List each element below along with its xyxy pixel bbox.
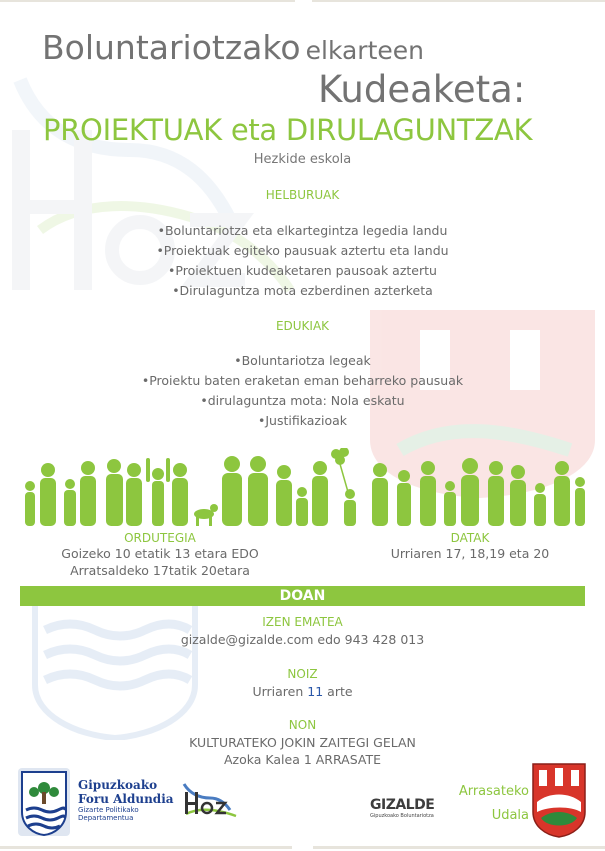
gipuzkoa-name-2: Foru Aldundia [78,792,174,806]
arrasate-logo-text [455,780,529,828]
schedule-heading: ORDUTEGIA [124,531,196,545]
objective-item: •Dirulaguntza mota ezberdinen azterketa [172,283,433,298]
dates-heading: DATAK [450,531,490,545]
when-day: 11 [307,684,324,699]
contents-heading: EDUKIAK [275,319,330,333]
where-address: Azoka Kalea 1 ARRASATE [223,752,382,767]
arrasate-name-1: Arrasateko [458,784,529,799]
registration-contact: gizalde@gizalde.com edo 943 428 013 [180,632,425,647]
when-prefix: Urriaren [252,684,304,699]
objective-item: •Boluntariotza eta elkartegintza legedia landu [157,223,448,238]
when-suffix: arte [327,684,353,699]
dates-line: Urriaren 17, 18,19 eta 20 [390,546,550,561]
dates-block [384,531,556,561]
gipuzkoa-dept-2: Departamentua [78,814,134,822]
content-item: •Proiektu baten eraketan eman beharreko pausuak [141,373,464,388]
top-rule-right [312,0,605,2]
bottom-rule-left [0,846,292,849]
where-heading: NON [288,718,317,732]
objectives-heading: HELBURUAK [265,188,340,202]
schedule-block [50,531,270,578]
free-banner: DOAN [20,586,585,606]
registration-heading: IZEN EMATEA [262,615,343,629]
when-heading: NOIZ [287,667,318,681]
gipuzkoa-logo-text [78,778,174,822]
content-item: •Justifikazioak [257,413,347,428]
school-name: Hezkide eskola [253,152,352,167]
schedule-morning: Goizeko 10 etatik 13 etara EDO [61,546,259,561]
when-line [0,684,605,699]
title-line1 [42,28,424,67]
content-item: •dirulaguntza mota: Nola eskatu [200,393,405,408]
title-volunteering: Boluntariotzako [42,28,301,67]
title-management: Kudeaketa: [318,68,526,111]
title-projects-grants: PROIEKTUAK eta DIRULAGUNTZAK [43,113,533,147]
where-venue: KULTURATEKO JOKIN ZAITEGI GELAN [189,735,416,750]
gizalde-logo: GIZALDE [370,797,435,813]
objective-item: •Proiektuen kudeaketaren pausoak aztertu [168,263,437,278]
arrasate-shield-logo [531,762,587,838]
gizalde-subtitle: Gipuzkoako Boluntariotza [370,813,434,819]
gipuzkoa-dept-1: Gizarte Politikako [78,806,139,814]
people-silhouettes-illustration [18,448,586,528]
top-rule-left [0,0,295,2]
bottom-rule-right [313,846,605,849]
objective-item: •Proiektuak egiteko pausuak aztertu eta landu [156,243,449,258]
content-item: •Boluntariotza legeak [234,353,371,368]
arrasate-name-2: Udala [491,808,529,823]
gipuzkoa-name-1: Gipuzkoako [78,778,158,792]
schedule-afternoon: Arratsaldeko 17tatik 20etara [70,563,250,578]
title-associations: elkarteen [305,36,424,65]
hezkide-logo [180,780,240,820]
